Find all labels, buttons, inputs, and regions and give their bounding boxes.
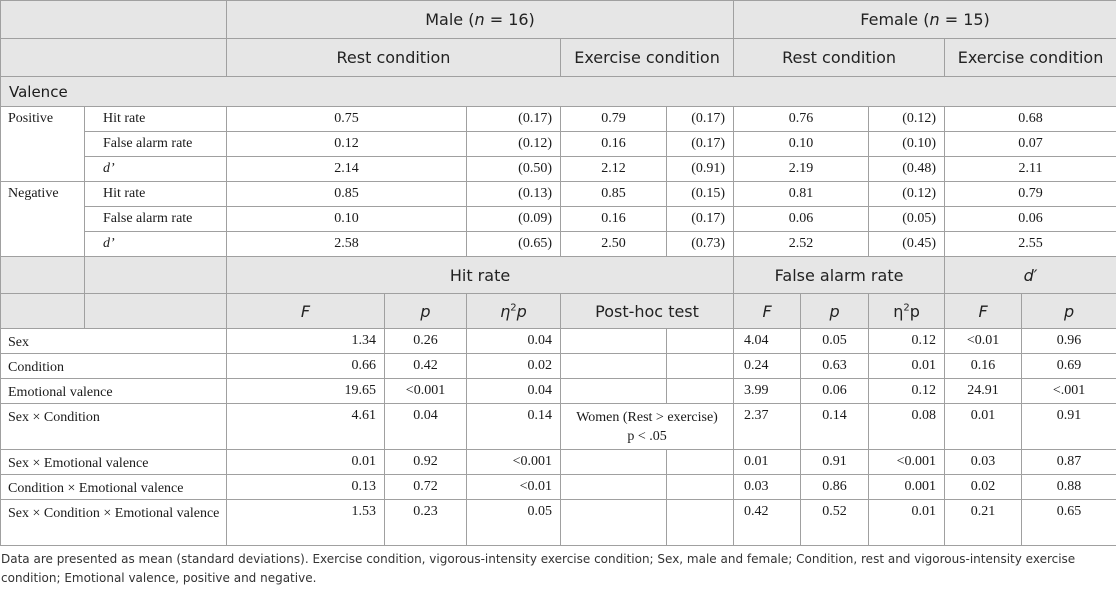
value-cell: 2.19 xyxy=(734,157,869,182)
post-hoc-p: p < .05 xyxy=(627,429,667,444)
value-cell: (0.10) xyxy=(869,132,945,157)
measure-label: d’ xyxy=(85,232,227,257)
value-cell: 0.01 xyxy=(945,404,1022,450)
value-cell: 0.63 xyxy=(801,354,869,379)
table-row xyxy=(1,232,1116,257)
post-hoc-text: Women (Rest > exercise) xyxy=(576,410,718,425)
value-cell: 2.14 xyxy=(227,157,467,182)
value-cell: 0.42 xyxy=(385,354,467,379)
post-hoc-cell xyxy=(561,475,667,500)
eta-squared-header xyxy=(869,294,945,329)
eta-suffix: p xyxy=(909,301,920,321)
value-cell: (0.17) xyxy=(467,107,561,132)
valence-group-label: Positive xyxy=(1,107,85,182)
value-cell: 0.79 xyxy=(945,182,1116,207)
value-cell: <0.01 xyxy=(467,475,561,500)
d-prime-header: d′ xyxy=(945,257,1116,294)
value-cell: 0.06 xyxy=(801,379,869,404)
header-row-sex xyxy=(1,1,1116,39)
value-cell: (0.12) xyxy=(869,107,945,132)
value-cell: 0.81 xyxy=(734,182,869,207)
value-cell: 0.13 xyxy=(227,475,385,500)
value-cell: (0.05) xyxy=(869,207,945,232)
value-cell: (0.48) xyxy=(869,157,945,182)
value-cell: 0.05 xyxy=(467,500,561,546)
table-row xyxy=(1,107,1116,132)
value-cell: 0.24 xyxy=(734,354,801,379)
effect-label: Condition xyxy=(1,354,227,379)
eta-superscript: 2 xyxy=(903,302,910,314)
value-cell: 2.55 xyxy=(945,232,1116,257)
measure-label: False alarm rate xyxy=(85,132,227,157)
value-cell: (0.15) xyxy=(667,182,734,207)
post-hoc-cell xyxy=(667,379,734,404)
f-header: F xyxy=(227,294,385,329)
value-cell: (0.73) xyxy=(667,232,734,257)
anova-header-row xyxy=(1,257,1116,294)
value-cell: 0.86 xyxy=(801,475,869,500)
section-row xyxy=(1,77,1116,107)
post-hoc-cell xyxy=(561,379,667,404)
value-cell: 0.85 xyxy=(561,182,667,207)
measure-label: Hit rate xyxy=(85,182,227,207)
post-hoc-cell xyxy=(667,329,734,354)
value-cell: 0.04 xyxy=(467,329,561,354)
value-cell: 0.06 xyxy=(945,207,1116,232)
value-cell: 2.12 xyxy=(561,157,667,182)
value-cell: 0.14 xyxy=(467,404,561,450)
value-cell: 0.01 xyxy=(869,354,945,379)
value-cell: 0.96 xyxy=(1022,329,1116,354)
value-cell: 2.11 xyxy=(945,157,1116,182)
value-cell: 0.88 xyxy=(1022,475,1116,500)
value-cell: <0.01 xyxy=(945,329,1022,354)
value-cell: (0.12) xyxy=(467,132,561,157)
f-header: F xyxy=(734,294,801,329)
value-cell: 0.91 xyxy=(801,450,869,475)
effect-label: Emotional valence xyxy=(1,379,227,404)
value-cell: 0.65 xyxy=(1022,500,1116,546)
value-cell: 1.53 xyxy=(227,500,385,546)
value-cell: 4.61 xyxy=(227,404,385,450)
male-exercise-header: Exercise condition xyxy=(561,39,734,77)
measure-label: d’ xyxy=(85,157,227,182)
effect-label: Sex × Condition xyxy=(1,404,227,450)
post-hoc-cell xyxy=(561,354,667,379)
p-header: p xyxy=(801,294,869,329)
effect-label: Condition × Emotional valence xyxy=(1,475,227,500)
value-cell: 0.03 xyxy=(945,450,1022,475)
male-rest-header: Rest condition xyxy=(227,39,561,77)
value-cell: (0.12) xyxy=(869,182,945,207)
table-row xyxy=(1,329,1116,354)
eta-symbol: η xyxy=(500,301,511,321)
effect-label: Sex xyxy=(1,329,227,354)
value-cell: 2.58 xyxy=(227,232,467,257)
corner-cell xyxy=(1,294,85,329)
value-cell: 0.12 xyxy=(869,379,945,404)
value-cell: 0.23 xyxy=(385,500,467,546)
post-hoc-cell xyxy=(667,500,734,546)
p-header: p xyxy=(385,294,467,329)
table-row xyxy=(1,475,1116,500)
post-hoc-cell xyxy=(667,475,734,500)
value-cell: 0.04 xyxy=(467,379,561,404)
value-cell: (0.17) xyxy=(667,107,734,132)
value-cell: 0.87 xyxy=(1022,450,1116,475)
value-cell: 0.79 xyxy=(561,107,667,132)
eta-suffix: p xyxy=(516,301,527,321)
table-row xyxy=(1,404,1116,450)
eta-superscript: 2 xyxy=(510,302,517,314)
value-cell: 19.65 xyxy=(227,379,385,404)
post-hoc-cell xyxy=(561,329,667,354)
table-row xyxy=(1,207,1116,232)
corner-cell xyxy=(1,1,227,39)
table-row xyxy=(1,379,1116,404)
value-cell: 2.50 xyxy=(561,232,667,257)
false-alarm-header: False alarm rate xyxy=(734,257,945,294)
p-header: p xyxy=(1022,294,1116,329)
value-cell: (0.65) xyxy=(467,232,561,257)
value-cell: 0.52 xyxy=(801,500,869,546)
value-cell: 2.37 xyxy=(734,404,801,450)
table-row xyxy=(1,354,1116,379)
value-cell: 0.01 xyxy=(734,450,801,475)
value-cell: 0.69 xyxy=(1022,354,1116,379)
table-row xyxy=(1,500,1116,546)
f-header: F xyxy=(945,294,1022,329)
table-row xyxy=(1,182,1116,207)
eta-symbol: η xyxy=(893,301,904,321)
table-row xyxy=(1,450,1116,475)
value-cell: 0.16 xyxy=(945,354,1022,379)
effect-label: Sex × Emotional valence xyxy=(1,450,227,475)
value-cell: 0.05 xyxy=(801,329,869,354)
post-hoc-cell xyxy=(561,450,667,475)
value-cell: 24.91 xyxy=(945,379,1022,404)
female-exercise-header: Exercise condition xyxy=(945,39,1116,77)
value-cell: 0.03 xyxy=(734,475,801,500)
eta-squared-header xyxy=(467,294,561,329)
value-cell: 0.07 xyxy=(945,132,1116,157)
value-cell: 0.06 xyxy=(734,207,869,232)
value-cell: 0.12 xyxy=(869,329,945,354)
value-cell: 0.16 xyxy=(561,207,667,232)
value-cell: 0.26 xyxy=(385,329,467,354)
value-cell: (0.13) xyxy=(467,182,561,207)
table-row xyxy=(1,157,1116,182)
table-body xyxy=(1,1,1116,546)
value-cell: 4.04 xyxy=(734,329,801,354)
value-cell: 0.01 xyxy=(869,500,945,546)
valence-group-label: Negative xyxy=(1,182,85,257)
measure-label: Hit rate xyxy=(85,107,227,132)
female-header: Female (n = 15) xyxy=(734,1,1116,39)
value-cell: 0.001 xyxy=(869,475,945,500)
value-cell: <.001 xyxy=(1022,379,1116,404)
value-cell: 0.85 xyxy=(227,182,467,207)
corner-cell xyxy=(1,39,227,77)
value-cell: 0.76 xyxy=(734,107,869,132)
value-cell: 0.72 xyxy=(385,475,467,500)
value-cell: 0.12 xyxy=(227,132,467,157)
section-label: Valence xyxy=(1,77,1116,107)
value-cell: 0.08 xyxy=(869,404,945,450)
value-cell: 0.14 xyxy=(801,404,869,450)
value-cell: 0.92 xyxy=(385,450,467,475)
value-cell: 0.68 xyxy=(945,107,1116,132)
value-cell: 3.99 xyxy=(734,379,801,404)
table-row xyxy=(1,132,1116,157)
post-hoc-header: Post-hoc test xyxy=(561,294,734,329)
value-cell: 0.04 xyxy=(385,404,467,450)
female-rest-header: Rest condition xyxy=(734,39,945,77)
corner-cell xyxy=(85,257,227,294)
value-cell: 0.10 xyxy=(227,207,467,232)
measure-label: False alarm rate xyxy=(85,207,227,232)
value-cell: 1.34 xyxy=(227,329,385,354)
corner-cell xyxy=(85,294,227,329)
value-cell: 0.66 xyxy=(227,354,385,379)
value-cell: 0.10 xyxy=(734,132,869,157)
value-cell: 0.42 xyxy=(734,500,801,546)
value-cell: <0.001 xyxy=(467,450,561,475)
corner-cell xyxy=(1,257,85,294)
effect-label: Sex × Condition × Emotional valence xyxy=(1,500,227,546)
value-cell: (0.50) xyxy=(467,157,561,182)
post-hoc-cell xyxy=(561,404,734,450)
value-cell: 0.01 xyxy=(227,450,385,475)
hit-rate-header: Hit rate xyxy=(227,257,734,294)
male-header: Male (n = 16) xyxy=(227,1,734,39)
value-cell: 0.16 xyxy=(561,132,667,157)
value-cell: (0.17) xyxy=(667,207,734,232)
value-cell: (0.45) xyxy=(869,232,945,257)
value-cell: <0.001 xyxy=(869,450,945,475)
value-cell: 0.02 xyxy=(467,354,561,379)
value-cell: (0.09) xyxy=(467,207,561,232)
post-hoc-cell xyxy=(561,500,667,546)
post-hoc-cell xyxy=(667,354,734,379)
value-cell: 0.91 xyxy=(1022,404,1116,450)
table-footnote: Data are presented as mean (standard deviations). Exercise condition, vigorous-intensity exercise condition; Sex, male and female; Condition, rest and vigorous-intensity exercise condition; Emotional valence, positive and negative. xyxy=(1,552,1076,585)
value-cell: (0.91) xyxy=(667,157,734,182)
value-cell: 0.02 xyxy=(945,475,1022,500)
value-cell: <0.001 xyxy=(385,379,467,404)
value-cell: (0.17) xyxy=(667,132,734,157)
anova-subheader-row xyxy=(1,294,1116,329)
header-row-condition xyxy=(1,39,1116,77)
value-cell: 2.52 xyxy=(734,232,869,257)
value-cell: 0.21 xyxy=(945,500,1022,546)
post-hoc-cell xyxy=(667,450,734,475)
value-cell: 0.75 xyxy=(227,107,467,132)
